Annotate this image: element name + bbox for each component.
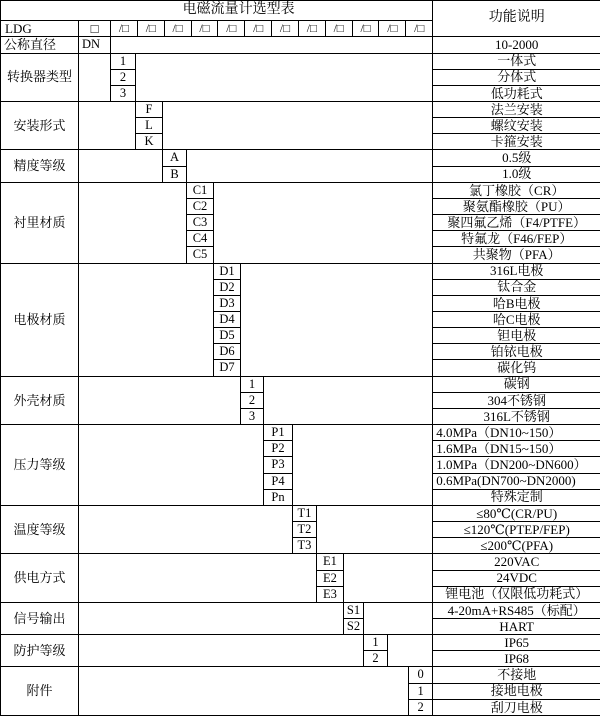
model-code-cell: L xyxy=(136,118,163,134)
function-desc-cell: 24VDC xyxy=(433,570,600,586)
model-code-cell: D5 xyxy=(214,328,241,344)
section-label: 安装形式 xyxy=(1,101,79,149)
model-code-cell: C5 xyxy=(187,247,214,263)
section-label: 温度等级 xyxy=(1,505,79,553)
function-desc-cell: 10-2000 xyxy=(433,37,600,53)
model-code-cell: P3 xyxy=(264,457,293,473)
model-code-cell: C4 xyxy=(187,231,214,247)
model-code-cell: D6 xyxy=(214,344,241,360)
model-code-cell: P1 xyxy=(264,425,293,441)
model-code-cell: 2 xyxy=(409,699,433,715)
function-desc-cell: 钽电极 xyxy=(433,328,600,344)
spacer-cell xyxy=(136,53,433,101)
spacer-cell xyxy=(214,182,433,263)
model-box: /□ xyxy=(352,21,379,36)
model-box: /□ xyxy=(298,21,325,36)
function-desc-cell: 碳化钨 xyxy=(433,360,600,376)
model-code-cell: 1 xyxy=(409,683,433,699)
spacer-cell xyxy=(241,263,433,376)
model-code-cell: S2 xyxy=(344,618,364,634)
model-first-box: □ xyxy=(79,21,111,37)
model-code-cell: D4 xyxy=(214,312,241,328)
function-desc-cell: 法兰安装 xyxy=(433,101,600,117)
model-prefix: LDG xyxy=(1,21,79,37)
table-title: 电磁流量计选型表 xyxy=(1,1,433,21)
function-desc-cell: 铂铱电极 xyxy=(433,344,600,360)
function-desc-cell: 螺纹安装 xyxy=(433,118,600,134)
spacer-cell xyxy=(364,602,433,634)
model-code-cell: 2 xyxy=(241,392,264,408)
function-desc-cell: 聚氨酯橡胶（PU） xyxy=(433,198,600,214)
function-desc-cell: 分体式 xyxy=(433,69,600,85)
function-desc-cell: 1.0MPa（DN200~DN600） xyxy=(433,457,600,473)
spacer-cell xyxy=(79,53,111,101)
model-code-cell: 2 xyxy=(111,69,136,85)
function-desc-cell: 1.6MPa（DN15~150） xyxy=(433,441,600,457)
function-desc-cell: 316L电极 xyxy=(433,263,600,279)
model-code-cell: T2 xyxy=(293,522,317,538)
section-label: 附件 xyxy=(1,667,79,716)
spacer-cell xyxy=(388,635,433,667)
section-label: 外壳材质 xyxy=(1,376,79,424)
function-desc-cell: ≤80℃(CR/PU) xyxy=(433,505,600,521)
function-desc-cell: 刮刀电极 xyxy=(433,699,600,715)
function-desc-cell: IP68 xyxy=(433,651,600,667)
model-box: /□ xyxy=(378,21,405,36)
spacer-cell xyxy=(264,376,433,424)
spacer-cell xyxy=(293,425,433,506)
function-desc-cell: 0.6MPa(DN700~DN2000) xyxy=(433,473,600,489)
function-desc-cell: 一体式 xyxy=(433,53,600,69)
model-code-cell: K xyxy=(136,134,163,150)
model-box: /□ xyxy=(405,21,432,36)
model-code-cell: A xyxy=(163,150,187,166)
function-desc-cell: 哈B电极 xyxy=(433,295,600,311)
function-desc-cell: 特殊定制 xyxy=(433,489,600,505)
model-code-cell: 3 xyxy=(111,85,136,101)
function-desc-cell: 低功耗式 xyxy=(433,85,600,101)
model-code-cell: C3 xyxy=(187,215,214,231)
section-label: 防护等级 xyxy=(1,635,79,667)
model-code-cell: P2 xyxy=(264,441,293,457)
model-box: /□ xyxy=(118,22,129,35)
spacer-cell xyxy=(79,150,163,182)
model-box: /□ xyxy=(244,21,271,36)
section-label: 电极材质 xyxy=(1,263,79,376)
model-code-cell: P4 xyxy=(264,473,293,489)
model-code-cell: S1 xyxy=(344,602,364,618)
model-code-cell: E3 xyxy=(317,586,344,602)
model-code-cell: T3 xyxy=(293,538,317,554)
model-code-cell: D3 xyxy=(214,295,241,311)
model-code-cell: 1 xyxy=(364,635,388,651)
desc-header: 功能说明 xyxy=(433,1,600,37)
model-code-cell: B xyxy=(163,166,187,182)
model-code-cell: 1 xyxy=(241,376,264,392)
model-code-cell: Pn xyxy=(264,489,293,505)
spacer-cell xyxy=(79,602,344,634)
function-desc-cell: 钛合金 xyxy=(433,279,600,295)
section-label: 精度等级 xyxy=(1,150,79,182)
spacer-cell xyxy=(79,635,364,667)
function-desc-cell: 特氟龙（F46/FEP） xyxy=(433,231,600,247)
spacer-cell xyxy=(79,667,409,716)
model-boxes-cell xyxy=(111,21,433,37)
function-desc-cell: ≤120℃(PTEP/FEP) xyxy=(433,522,600,538)
model-code-cell: D1 xyxy=(214,263,241,279)
model-code-cell: T1 xyxy=(293,505,317,521)
model-box: /□ xyxy=(164,21,191,36)
function-desc-cell: 0.5级 xyxy=(433,150,600,166)
section-label: 供电方式 xyxy=(1,554,79,602)
function-desc-cell: 聚四氟乙烯（F4/PTFE） xyxy=(433,215,600,231)
section-label: 信号输出 xyxy=(1,602,79,634)
function-desc-cell: HART xyxy=(433,618,600,634)
function-desc-cell: IP65 xyxy=(433,635,600,651)
function-desc-cell: ≤200℃(PFA) xyxy=(433,538,600,554)
function-desc-cell: 锂电池（仅限低功耗式） xyxy=(433,586,600,602)
section-label: 衬里材质 xyxy=(1,182,79,263)
spacer-cell xyxy=(79,505,293,553)
function-desc-cell: 碳钢 xyxy=(433,376,600,392)
function-desc-cell: 不接地 xyxy=(433,667,600,683)
spacer-cell xyxy=(187,150,433,182)
spacer-cell xyxy=(344,554,433,602)
function-desc-cell: 接地电极 xyxy=(433,683,600,699)
spacer-cell xyxy=(79,376,241,424)
function-desc-cell: 220VAC xyxy=(433,554,600,570)
model-box: /□ xyxy=(137,21,164,36)
function-desc-cell: 共聚物（PFA） xyxy=(433,247,600,263)
function-desc-cell: 哈C电极 xyxy=(433,312,600,328)
spacer-cell xyxy=(111,37,433,53)
model-code-cell: E1 xyxy=(317,554,344,570)
section-label: 压力等级 xyxy=(1,425,79,506)
spacer-cell xyxy=(79,182,187,263)
model-code-cell: F xyxy=(136,101,163,117)
model-box: /□ xyxy=(325,21,352,36)
section-label: 转换器类型 xyxy=(1,53,79,101)
function-desc-cell: 304不锈钢 xyxy=(433,392,600,408)
spacer-cell xyxy=(79,263,214,376)
function-desc-cell: 316L不锈钢 xyxy=(433,408,600,424)
model-code-cell: 2 xyxy=(364,651,388,667)
function-desc-cell: 1.0级 xyxy=(433,166,600,182)
model-code-cell: 1 xyxy=(111,53,136,69)
model-box: /□ xyxy=(271,21,298,36)
spacer-cell xyxy=(79,425,264,506)
model-code-cell: DN xyxy=(79,37,111,53)
section-label: 公称直径 xyxy=(1,37,79,53)
function-desc-cell: 卡箍安装 xyxy=(433,134,600,150)
model-code-cell: D2 xyxy=(214,279,241,295)
model-box: /□ xyxy=(217,21,244,36)
spacer-cell xyxy=(317,505,433,553)
spacer-cell xyxy=(79,101,136,149)
model-code-cell: 3 xyxy=(241,408,264,424)
model-box: /□ xyxy=(191,21,218,36)
model-boxes xyxy=(111,21,432,36)
model-code-cell: C1 xyxy=(187,182,214,198)
function-desc-cell: 氯丁橡胶（CR） xyxy=(433,182,600,198)
function-desc-cell: 4-20mA+RS485（标配） xyxy=(433,602,600,618)
model-code-cell: D7 xyxy=(214,360,241,376)
model-code-cell: E2 xyxy=(317,570,344,586)
model-code-cell: C2 xyxy=(187,198,214,214)
spacer-cell xyxy=(163,101,433,149)
spacer-cell xyxy=(79,554,317,602)
model-code-cell: 0 xyxy=(409,667,433,683)
function-desc-cell: 4.0MPa（DN10~150） xyxy=(433,425,600,441)
